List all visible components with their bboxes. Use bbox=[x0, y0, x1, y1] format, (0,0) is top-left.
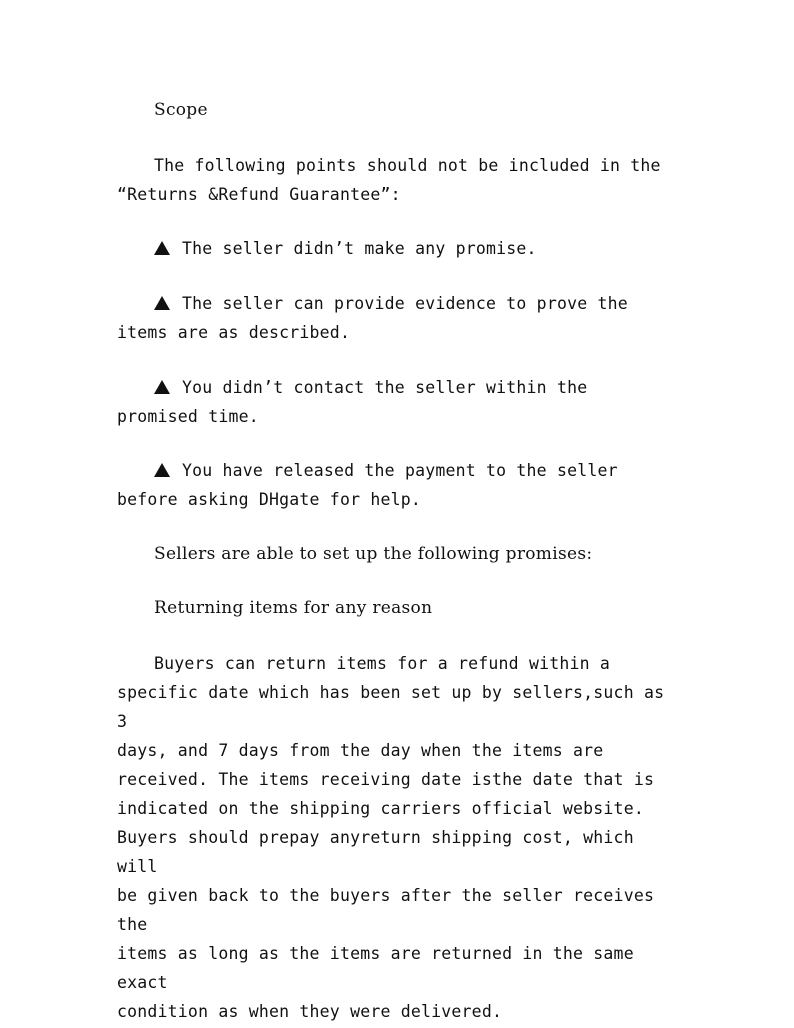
triangle-bullet-icon bbox=[154, 463, 170, 477]
paragraph-line: Buyers can return items for a refund within a bbox=[154, 654, 611, 673]
exclusion-item-1 bbox=[117, 234, 677, 263]
paragraph-line: items as long as the items are returned in the same exact bbox=[117, 944, 634, 992]
paragraph-line: be given back to the buyers after the seller receives the bbox=[117, 886, 655, 934]
intro-paragraph: The following points should not be included in the “Returns &Refund Guarantee”: bbox=[117, 156, 661, 204]
paragraph-line: specific date which has been set up by sellers,such as 3 bbox=[117, 683, 665, 731]
paragraph-line: Buyers should prepay anyreturn shipping cost, which will bbox=[117, 828, 634, 876]
promises-heading: Sellers are able to set up the following promises: bbox=[154, 544, 593, 564]
exclusion-item-2 bbox=[117, 289, 677, 347]
paragraph-line: condition as when they were delivered. bbox=[117, 1002, 503, 1021]
exclusion-text: You didn’t contact the seller within the promised time. bbox=[117, 378, 588, 426]
triangle-bullet-icon bbox=[154, 241, 170, 255]
paragraph-line: days, and 7 days from the day when the items are bbox=[117, 741, 604, 760]
triangle-bullet-icon bbox=[154, 296, 170, 310]
scope-heading: Scope bbox=[154, 100, 208, 120]
exclusion-item-4 bbox=[117, 456, 677, 514]
exclusion-item-3 bbox=[117, 373, 677, 431]
paragraph-line: indicated on the shipping carriers official website. bbox=[117, 799, 644, 818]
triangle-bullet-icon bbox=[154, 380, 170, 394]
returning-heading: Returning items for any reason bbox=[154, 598, 433, 618]
exclusion-text: The seller didn’t make any promise. bbox=[182, 239, 537, 258]
exclusion-text: You have released the payment to the seller before asking DHgate for help. bbox=[117, 461, 618, 509]
returning-paragraph bbox=[117, 649, 677, 1026]
paragraph-line: received. The items receiving date isthe date that is bbox=[117, 770, 655, 789]
exclusion-text: The seller can provide evidence to prove the items are as described. bbox=[117, 294, 628, 342]
